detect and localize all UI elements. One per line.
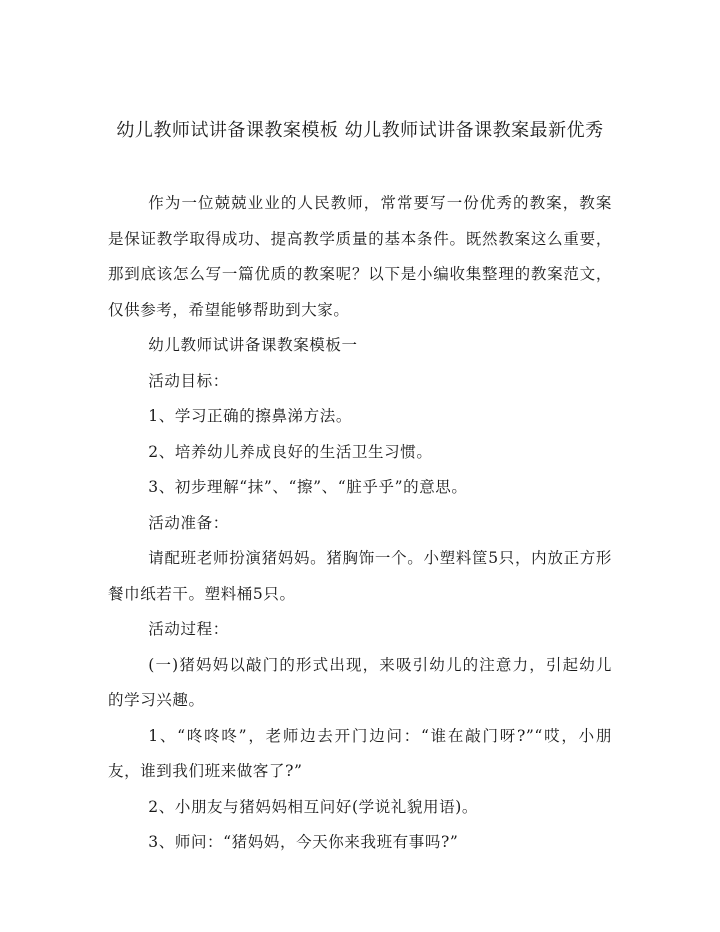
process-item-2: 2、小朋友与猪妈妈相互问好(学说礼貌用语)。 — [148, 797, 478, 816]
goal-item-2: 2、培养幼儿养成良好的生活卫生习惯。 — [148, 442, 433, 461]
goal-item-1: 1、学习正确的擦鼻涕方法。 — [148, 407, 352, 425]
document-title: 幼儿教师试讲备课教案模板 幼儿教师试讲备课教案最新优秀 — [116, 120, 604, 141]
process-item-3: 3、师问：“猪妈妈，今天你来我班有事吗?” — [148, 833, 459, 851]
goal-item-3: 3、初步理解“抹”、“擦”、“脏乎乎”的意思。 — [148, 478, 468, 496]
heading-activity-process: 活动过程： — [148, 620, 229, 638]
heading-activity-goals: 活动目标： — [148, 371, 229, 390]
section-heading-template-one: 幼儿教师试讲备课教案模板一 — [148, 336, 358, 354]
intro-paragraph: 作为一位兢兢业业的人民教师，常常要写一份优秀的教案，教案是保证教学取得成功、提高教学质量的基本条件。既然教案这么重要，那到底该怎么写一篇优质的教案呢？以下是小编收集整理的教案范文，仅供参考，希望能够帮助到大家。 — [108, 194, 612, 319]
preparation-paragraph: 请配班老师扮演猪妈妈。猪胸饰一个。小塑料筐5只，内放正方形餐巾纸若干。塑料桶5只。 — [108, 549, 612, 603]
heading-activity-preparation: 活动准备： — [148, 513, 229, 532]
process-step-intro: (一)猪妈妈以敲门的形式出现，来吸引幼儿的注意力，引起幼儿的学习兴趣。 — [108, 655, 612, 709]
process-item-1: 1、“咚咚咚”，老师边去开门边问：“谁在敲门呀?”“哎，小朋友，谁到我们班来做客了?” — [108, 726, 612, 780]
document-body — [108, 186, 612, 861]
